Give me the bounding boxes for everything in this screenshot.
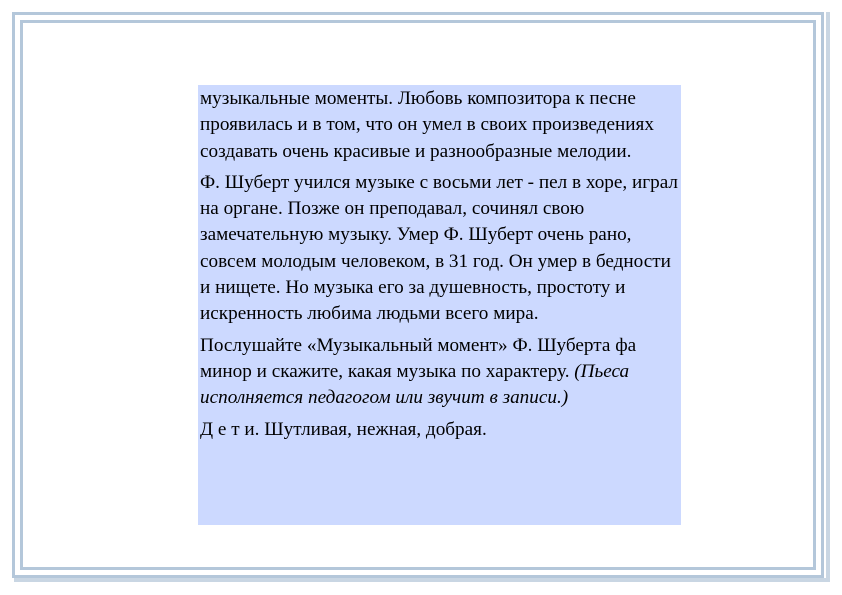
frame-shadow-right	[826, 12, 830, 582]
listening-task-text: Послушайте «Музыкальный момент» Ф. Шуберта фа минор и скажите, какая музыка по характеру.	[200, 334, 637, 382]
paragraph-listening-task	[200, 333, 679, 412]
paragraph-children-answer: Д е т и. Шутливая, нежная, добрая.	[200, 418, 487, 440]
frame-shadow-bottom	[14, 578, 830, 582]
paragraph-composer-love: музыкальные моменты. Любовь композитора к песне проявилась и в том, что он умел в своих произведениях создавать очень красивые и разнообразные мелодии.	[200, 88, 654, 162]
listening-task-note: (Пьеса исполняется педагогом или звучит в записи.)	[200, 360, 630, 409]
text-box	[198, 85, 681, 525]
paragraph-biography: Ф. Шуберт учился музыке с восьми лет - пел в хоре, играл на органе. Позже он преподавал, сочинял свою замечательную музыку. Умер Ф. Шуберт очень рано, совсем молодым человеком, в 31 год. Он умер в бедности и нищете. Но музыка его за душевность, простоту и искренность любима людьми всего мира.	[200, 171, 679, 325]
